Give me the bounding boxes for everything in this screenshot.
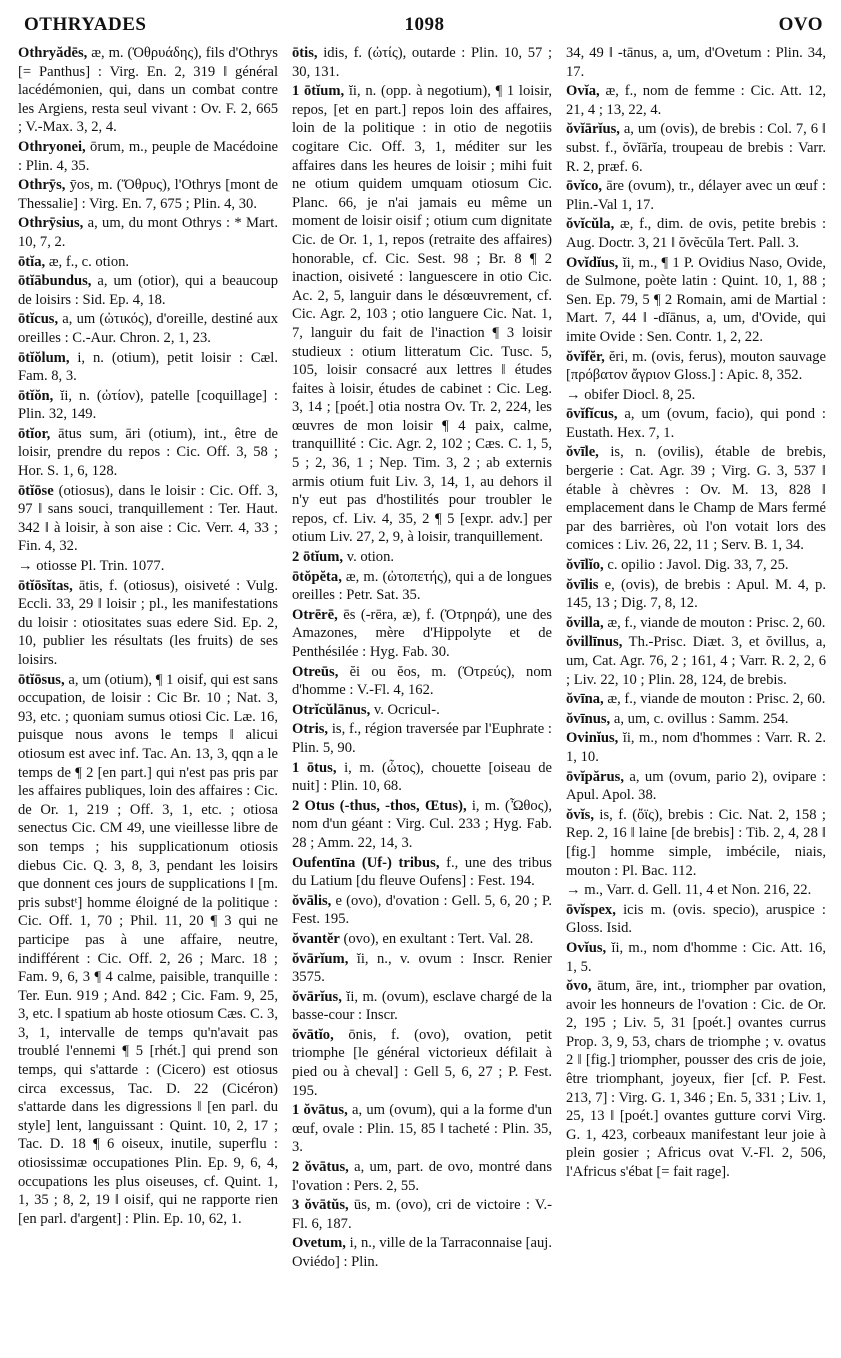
headword: ŏvĭārĭus, bbox=[566, 121, 620, 138]
dictionary-entry bbox=[566, 443, 826, 555]
headword: Othrȳs, bbox=[18, 177, 66, 194]
definition-text: æ, m. (Ὀθρυάδης), fils d'Othrys [= Panthus] : Virg. En. 2, 319 ‖ général lacédémonien, qui, dans un combat contre les Argiens, resta seul vivant : Ov. F. 2, 665 ; V.-Max. 3, 2, 4. bbox=[18, 45, 278, 136]
definition-text: is, f., région traversée par l'Euphrate : Plin. 5, 90. bbox=[292, 721, 552, 756]
definition-text: ōrum, m., peuple de Macédoine : Plin. 4, 35. bbox=[18, 138, 278, 174]
definition-text: a, um (ovum), qui a la forme d'un œuf, ovale : Plin. 15, 85 ‖ tacheté : Plin. 35, 3. bbox=[292, 1102, 552, 1156]
definition-text: æ, f., c. otion. bbox=[45, 253, 130, 270]
dictionary-entry bbox=[18, 557, 278, 576]
headword: Ovĭus, bbox=[566, 939, 607, 956]
headword: Otrērē, bbox=[292, 606, 338, 623]
headword: 1 ōtĭum, bbox=[292, 83, 345, 100]
dictionary-entry bbox=[566, 768, 826, 805]
dictionary-entry bbox=[18, 176, 278, 213]
headword: Oufentīna (Uf-) tribus, bbox=[292, 854, 440, 871]
headword: Othrȳsius, bbox=[18, 215, 84, 232]
definition-text: i, n., ville de la Tarraconnaise [auj. Oviédo] : Plin. bbox=[292, 1235, 552, 1270]
definition-text: → otiosse Pl. Trin. 1077. bbox=[18, 558, 165, 575]
headword: ŏvillīnus, bbox=[566, 634, 623, 651]
headword: ōvĭpărus, bbox=[566, 768, 624, 785]
dictionary-entry bbox=[18, 671, 278, 1229]
dictionary-entry bbox=[566, 881, 826, 900]
dictionary-entry bbox=[566, 254, 826, 347]
headword: ōtĭcus, bbox=[18, 311, 59, 328]
definition-text: æ, m. (ὠτοπετής), qui a de longues oreilles : Petr. Sat. 35. bbox=[292, 568, 552, 604]
dictionary-entry bbox=[292, 606, 552, 662]
dictionary-entry bbox=[292, 930, 552, 949]
dictionary-entry bbox=[566, 710, 826, 729]
definition-text: is, n. (ovilis), étable de brebis, bergerie : Cat. Agr. 39 ; Virg. G. 3, 537 ‖ étable à chèvres : Ov. M. 13, 828 ‖ emplacement dans le Champ de Mars fermé par des barrières, où l'on votait lors des comices : Liv. 26, 22, 11 ; Serv. B. 1, 34. bbox=[566, 444, 826, 554]
definition-text: æ, f., dim. de ovis, petite brebis : Aug. Doctr. 3, 21 ‖ ŏvĕcŭla Tert. Pall. 3. bbox=[566, 216, 826, 251]
headword: ōtĭōsĭtas, bbox=[18, 577, 73, 594]
dictionary-entry bbox=[566, 939, 826, 976]
dictionary-entry bbox=[292, 82, 552, 547]
definition-text: c. opilio : Javol. Dig. 33, 7, 25. bbox=[603, 557, 789, 574]
definition-text: a, um (ὠτικός), d'oreille, destiné aux oreilles : C.-Aur. Chron. 2, 1, 23. bbox=[18, 311, 278, 346]
definition-text: ĕri, m. (ovis, ferus), mouton sauvage [πρόβατον ἄγριον Gloss.] : Apic. 8, 352. bbox=[566, 348, 826, 384]
dictionary-entry bbox=[566, 82, 826, 119]
dictionary-entry bbox=[292, 892, 552, 929]
definition-text: icis m. (ovis. specio), aruspice : Gloss. Isid. bbox=[566, 901, 826, 937]
definition-text: ōnis, f. (ovo), ovation, petit triomphe [le général victorieux défilait à pied ou à cheval] : Gell 5, 6, 27 ; P. Fest. 195. bbox=[292, 1026, 552, 1099]
headword: ōvĭspex, bbox=[566, 901, 616, 918]
dictionary-entry bbox=[566, 556, 826, 575]
definition-text: is, f. (ὄϊς), brebis : Cic. Nat. 2, 158 ; Rep. 2, 16 ‖ laine [de brebis] : Tib. 2, 4, 28 ‖ [fig.] homme simple, imbécile, niais, mouton : Pl. Bac. 112. bbox=[566, 806, 826, 879]
dictionary-entry bbox=[292, 854, 552, 891]
headword: ŏvīlis bbox=[566, 576, 599, 593]
headword: ōtĭor, bbox=[18, 425, 51, 442]
column-2 bbox=[292, 44, 552, 1354]
headword: Otrĭcŭlānus, bbox=[292, 701, 371, 718]
dictionary-entry bbox=[566, 44, 826, 81]
definition-text: æ, f., viande de mouton : Prisc. 2, 60. bbox=[603, 614, 826, 631]
definition-text: ūs, m. (ovo), cri de victoire : V.-Fl. 6, 187. bbox=[292, 1197, 552, 1232]
headword: 2 Otus (-thus, -thos, Œtus), bbox=[292, 797, 467, 814]
dictionary-entry bbox=[18, 387, 278, 424]
dictionary-entry bbox=[566, 614, 826, 633]
dictionary-entry bbox=[18, 425, 278, 481]
definition-text: æ, f., viande de mouton : Prisc. 2, 60. bbox=[603, 691, 826, 708]
headword: ōtĭŏn, bbox=[18, 387, 54, 404]
headword: 3 ŏvātŭs, bbox=[292, 1197, 349, 1214]
running-head-right: OVO bbox=[778, 14, 823, 35]
definition-text: ātus sum, āri (otium), int., être de loisir, prendre du repos : Cic. Off. 3, 58 ; Hor. S. 1, 6, 128. bbox=[18, 425, 278, 480]
headword: 2 ŏvātus, bbox=[292, 1159, 349, 1176]
dictionary-entry bbox=[18, 253, 278, 272]
definition-text: ĭi, n. (opp. à negotium), ¶ 1 loisir, repos, [et en part.] repos loin des affaires, loin de la politique : in otio de negotiis cogitare Cic. Off. 3, 1, méditer sur les affaires dans les heures de loisir ; mihi fuit ne otium quidem umquam otiosum Cic. Planc. 66, je n'ai jamais eu même un moment de loisir oisif ; otium cum dignitate Cic. de Or. 1, 1, repos (retraite des affaires) honorable, cf. Cic. Sest. 98 ; Br. 8 ¶ 2 inaction, oisiveté : languescere in otio Cic. Ac. 2, 5, languir dans le désœuvrement, cf. Cic. Agr. 2, 103 ; otio languere Cic. Nat. 1, 7, languir du fait de l'inaction ¶ 3 loisir studieux : otium litteratum Cic. Tusc. 5, 105, loisir consacré aux lettres ‖ études faites à loisir, études de cabinet : Cic. Leg. 3, 14 ; [poét.] otia nostra Ov. Tr. 2, 224, les œuvres de mon loisir ¶ 4 paix, calme, tranquillité : Cic. Agr. 2, 102 ; Cæs. C. 1, 5, 5 ; 2, 36, 1 ; Nep. Tim. 3, 2 ; ab externis armis otium fuit Liv. 3, 14, 1, au dehors il n'y eut pas d'hostilités pour troubler le repos, cf. Liv. 4, 35, 2 ¶ 5 [expr. adv.] per otium Liv. 27, 2, 9, à loisir, tranquillement. bbox=[292, 83, 552, 546]
dictionary-entry bbox=[566, 348, 826, 385]
dictionary-entry bbox=[566, 576, 826, 613]
dictionary-entry bbox=[292, 568, 552, 605]
definition-text: āre (ovum), tr., délayer avec un œuf : Plin.-Val 1, 17. bbox=[566, 178, 826, 213]
definition-text: (otiosus), dans le loisir : Cic. Off. 3, 97 ‖ sans souci, tranquillement : Ter. Haut. 342 ‖ à loisir, à son aise : Cic. Verr. 4, 33 ; Fin. 4, 32. bbox=[18, 482, 278, 555]
headword: ōtis, bbox=[292, 45, 318, 61]
definition-text: ĭi, n., v. ovum : Inscr. Renier 3575. bbox=[292, 950, 552, 986]
dictionary-entry bbox=[566, 405, 826, 442]
definition-text: ēs (-rēra, æ), f. (Ὀτρηρά), une des Amazones, mère d'Hippolyte et de Penthésilée : Hyg. Fab. 30. bbox=[292, 606, 552, 660]
dictionary-entry bbox=[18, 214, 278, 251]
definition-text: Th.-Prisc. Diæt. 3, et ŏvillus, a, um, Cat. Agr. 76, 2 ; 161, 4 ; Varr. R. 2, 2, 6 ; Liv. 22, 10 ; Plin. 28, 124, de brebis. bbox=[566, 634, 826, 688]
headword: Otreūs, bbox=[292, 663, 339, 680]
definition-text: ĭi, n. (ὠτίον), patelle [coquillage] : Plin. 32, 149. bbox=[18, 387, 278, 423]
definition-text: ĭi, m., nom d'homme : Cic. Att. 16, 1, 5. bbox=[566, 939, 826, 975]
headword: ōtĭa, bbox=[18, 253, 46, 270]
definition-text: a, um (otium), ¶ 1 oisif, qui est sans occupation, de loisir : Cic Br. 10 ; Nat. 3, 93, etc. ; quoniam sumus otiosi Cic. Læ. 16, puisque nous avons le temps ‖ alicui otiosum est avec inf. Tac. An. 13, 3, qqn a le temps de ¶ 2 [en part.] qui n'est pas pris par les affaires publiques, loin des affaires : Cic. de Or. 1, 219 ; Off. 3, 1, etc. ; otiosa senectus Cic. CM 49, une vieillesse libre de son temps ; his supplicationum otiosis diebus Cic. Q. 3, 8, 3, pendant les loisirs que donnent ces jours de supplications ‖ [m. pris substᵗ] homme éloigné de la politique : Cic. Off. 1, 70 ; Phil. 11, 20 ¶ 3 qui ne participe pas à une affaire, neutre, indifférent : Cic. Off. 2, 26 ; Marc. 18 ; Fam. 9, 6, 3 ¶ 4 calme, paisible, tranquille : Ter. Eun. 919 ; And. 842 ; Cic. Fam. 9, 25, 3, etc. ‖ spatium ab hoste otiosum Cæs. C. 3, 3, 1, intervalle de temps qu'n'avait pas troublé l'ennemi ¶ 5 [rhét.] qui prend son temps, qui s'attarde : (Cicero) est otiosus circa excessus, Tac. D. 22 (Cicéron) s'attarde dans les digressions ‖ [en parl. du style] lent, languissant : Quint. 10, 2, 17 ; Tac. D. 18 ¶ 6 oiseux, inutile, superflu : otiosissimæ occupationes Plin. Ep. 9, 6, 4, occupations les plus oiseuses, cf. Quint. 1, 1, 35 ; 8, 2, 19 ‖ oisif, qui ne rapporte rien [en parl. d'argent] : Plin. Ep. 10, 62, 1. bbox=[18, 671, 278, 1227]
headword: Othryădēs, bbox=[18, 45, 88, 61]
dictionary-entry bbox=[566, 120, 826, 176]
dictionary-entry bbox=[292, 1234, 552, 1271]
definition-text: ĭi, m., nom d'hommes : Varr. R. 2. 1, 10. bbox=[566, 730, 826, 765]
dictionary-entry bbox=[566, 177, 826, 214]
headword: ŏvīle, bbox=[566, 444, 599, 461]
dictionary-entry bbox=[566, 901, 826, 938]
definition-text: e, (ovis), de brebis : Apul. M. 4, p. 145, 13 ; Dig. 7, 8, 12. bbox=[566, 576, 826, 612]
dictionary-entry bbox=[18, 272, 278, 309]
definition-text: i, n. (otium), petit loisir : Cæl. Fam. 8, 3. bbox=[18, 349, 278, 385]
headword: Ovĭa, bbox=[566, 83, 600, 100]
definition-text: ĭi, m. (ovum), esclave chargé de la basse-cour : Inscr. bbox=[292, 988, 552, 1024]
headword: ōvĭco, bbox=[566, 178, 603, 195]
headword: Ovĭdĭus, bbox=[566, 254, 619, 271]
dictionary-entry bbox=[292, 759, 552, 796]
definition-text: → obifer Diocl. 8, 25. bbox=[566, 386, 696, 403]
dictionary-entry bbox=[292, 663, 552, 700]
definition-text: → m., Varr. d. Gell. 11, 4 et Non. 216, 22. bbox=[566, 882, 812, 899]
dictionary-entry bbox=[566, 633, 826, 689]
headword: Othryonei, bbox=[18, 138, 86, 155]
dictionary-entry bbox=[18, 138, 278, 175]
headword: ŏvīnus, bbox=[566, 710, 611, 727]
headword: Ovinĭus, bbox=[566, 730, 619, 747]
dictionary-entry bbox=[292, 701, 552, 720]
dictionary-entry bbox=[18, 349, 278, 386]
dictionary-entry bbox=[566, 729, 826, 766]
definition-text: 34, 49 ‖ -tānus, a, um, d'Ovetum : Plin. 34, 17. bbox=[566, 45, 826, 80]
dictionary-entry bbox=[18, 482, 278, 556]
headword: 1 ōtus, bbox=[292, 759, 337, 776]
headword: ōvĭfĭcus, bbox=[566, 406, 618, 423]
definition-text: a, um, part. de ovo, montré dans l'ovation : Pers. 2, 55. bbox=[292, 1159, 552, 1194]
dictionary-entry bbox=[292, 720, 552, 757]
definition-text: v. otion. bbox=[343, 549, 395, 566]
definition-text: ātis, f. (otiosus), oisiveté : Vulg. Eccli. 33, 29 ‖ loisir ; pl., les manifestations du loisir : otiositates suas edere Sid. Ep. 2, 10, publier les résultats (les fruits) de ses loisirs. bbox=[18, 577, 278, 668]
headword: ŏvīlĭo, bbox=[566, 557, 604, 574]
definition-text: ȳos, m. (Ὄθρυς), l'Othrys [mont de Thessalie] : Virg. En. 7, 675 ; Plin. 4, 30. bbox=[18, 177, 278, 212]
dictionary-entry bbox=[566, 690, 826, 709]
definition-text: ĕi ou ĕos, m. (Ὀτρεύς), nom d'homme : V.-Fl. 4, 162. bbox=[292, 663, 552, 699]
headword: ŏvātĭo, bbox=[292, 1026, 334, 1043]
definition-text: idis, f. (ὠτίς), outarde : Plin. 10, 57 ; 30, 131. bbox=[292, 45, 552, 80]
definition-text: a, um (ovum, facio), qui pond : Eustath. Hex. 7, 1. bbox=[566, 406, 826, 441]
dictionary-entry bbox=[566, 977, 826, 1182]
headword: ōtĭōse bbox=[18, 482, 54, 499]
headword: ŏvilla, bbox=[566, 614, 604, 631]
dictionary-entry bbox=[292, 988, 552, 1025]
headword: ŏvĭs, bbox=[566, 806, 594, 823]
definition-text: a, um (ovis), de brebis : Col. 7, 6 ‖ subst. f., ŏvĭārĭa, troupeau de brebis : Varr. R. 2, præf. 6. bbox=[566, 121, 826, 175]
headword: ŏvārĭus, bbox=[292, 988, 342, 1005]
dictionary-entry bbox=[292, 797, 552, 853]
definition-text: i, m. (Ὦθος), nom d'un géant : Virg. Cul. 233 ; Hyg. Fab. 28 ; Amm. 22, 14, 3. bbox=[292, 797, 552, 851]
dictionary-entry bbox=[18, 310, 278, 347]
headword: ŏvo, bbox=[566, 978, 592, 995]
dictionary-entry bbox=[292, 1158, 552, 1195]
headword: ŏvālis, bbox=[292, 892, 332, 909]
dictionary-entry bbox=[292, 1196, 552, 1233]
definition-text: e (ovo), d'ovation : Gell. 5, 6, 20 ; P. Fest. 195. bbox=[292, 892, 552, 928]
definition-text: v. Ocricul-. bbox=[370, 701, 440, 718]
dictionary-entry bbox=[292, 1101, 552, 1157]
headword: ōtŏpĕta, bbox=[292, 568, 342, 585]
headword: Ovetum, bbox=[292, 1235, 346, 1252]
page-number: 1098 bbox=[404, 14, 445, 35]
definition-text: (ovo), en exultant : Tert. Val. 28. bbox=[339, 930, 534, 947]
dictionary-entry bbox=[292, 950, 552, 987]
definition-text: i, m. (ὦτος), chouette [oiseau de nuit] : Plin. 10, 68. bbox=[292, 759, 552, 795]
headword: ŏvĭcŭla, bbox=[566, 216, 615, 233]
headword: ŏvārĭum, bbox=[292, 950, 349, 967]
definition-text: a, um, du mont Othrys : * Mart. 10, 7, 2. bbox=[18, 215, 278, 250]
dictionary-entry bbox=[292, 548, 552, 567]
definition-text: f., une des tribus du Latium [du fleuve Oufens] : Fest. 194. bbox=[292, 854, 552, 890]
dictionary-entry bbox=[566, 806, 826, 880]
headword: 1 ŏvātus, bbox=[292, 1102, 348, 1119]
headword: 2 ōtĭum, bbox=[292, 549, 344, 566]
dictionary-entry bbox=[292, 1026, 552, 1100]
dictionary-entry bbox=[18, 577, 278, 670]
headword: Otris, bbox=[292, 721, 329, 738]
definition-text: a, um, c. ovillus : Samm. 254. bbox=[610, 710, 789, 727]
page-header bbox=[18, 8, 831, 38]
column-1 bbox=[18, 44, 278, 1354]
definition-text: a, um (otior), qui a beaucoup de loisirs : Sid. Ep. 4, 18. bbox=[18, 273, 278, 308]
definition-text: æ, f., nom de femme : Cic. Att. 12, 21, 4 ; 13, 22, 4. bbox=[566, 83, 826, 118]
column-3 bbox=[566, 44, 826, 1354]
columns bbox=[18, 44, 831, 1354]
running-head-left: OTHRYADES bbox=[24, 14, 147, 35]
definition-text: a, um (ovum, pario 2), ovipare : Apul. Apol. 38. bbox=[566, 768, 826, 804]
headword: ōtĭōsus, bbox=[18, 671, 65, 688]
dictionary-entry bbox=[18, 44, 278, 137]
dictionary-entry bbox=[566, 215, 826, 252]
headword: ōtĭŏlum, bbox=[18, 349, 70, 366]
dictionary-entry bbox=[292, 44, 552, 81]
headword: ŏvĭfĕr, bbox=[566, 348, 605, 365]
definition-text: ĭi, m., ¶ 1 P. Ovidius Naso, Ovide, de Sulmone, poète latin : Quint. 10, 1, 88 ; Sen. Ep. 79, 5 ¶ 2 Romain, ami de Martial : Mart. 7, 44 ‖ -dĭānus, a, um, d'Ovide, qui imite Ovide : Sen. Contr. 1, 2, 22. bbox=[566, 254, 826, 345]
headword: ōtĭābundus, bbox=[18, 273, 92, 290]
definition-text: ātum, āre, int., triompher par ovation, avoir les honneurs de l'ovation : Cic. de Or. 2, 195 ; Liv. 5, 31 [poét.] ovantes currus Prop. 3, 9, 53, chars de triomphe ; v. ovatus 2 ‖ [fig.] triompher, pousser des cris de joie, être triomphant, joyeux, fier [cf. P. Fest. 213, 7] : Virg. G. 1, 346 ; En. 5, 331 ; Liv. 1, 25, 13 ‖ [poét.] ovantes gutture corvi Virg. G. 1, 423, corbeaux manifestant leur joie à plein gosier ; Africus ovat V.-Fl. 2, 506, l'Africus s'ébat [= fait rage]. bbox=[566, 978, 826, 1181]
headword: ŏvantĕr bbox=[292, 930, 340, 947]
headword: ŏvīna, bbox=[566, 691, 604, 708]
dictionary-entry bbox=[566, 386, 826, 405]
